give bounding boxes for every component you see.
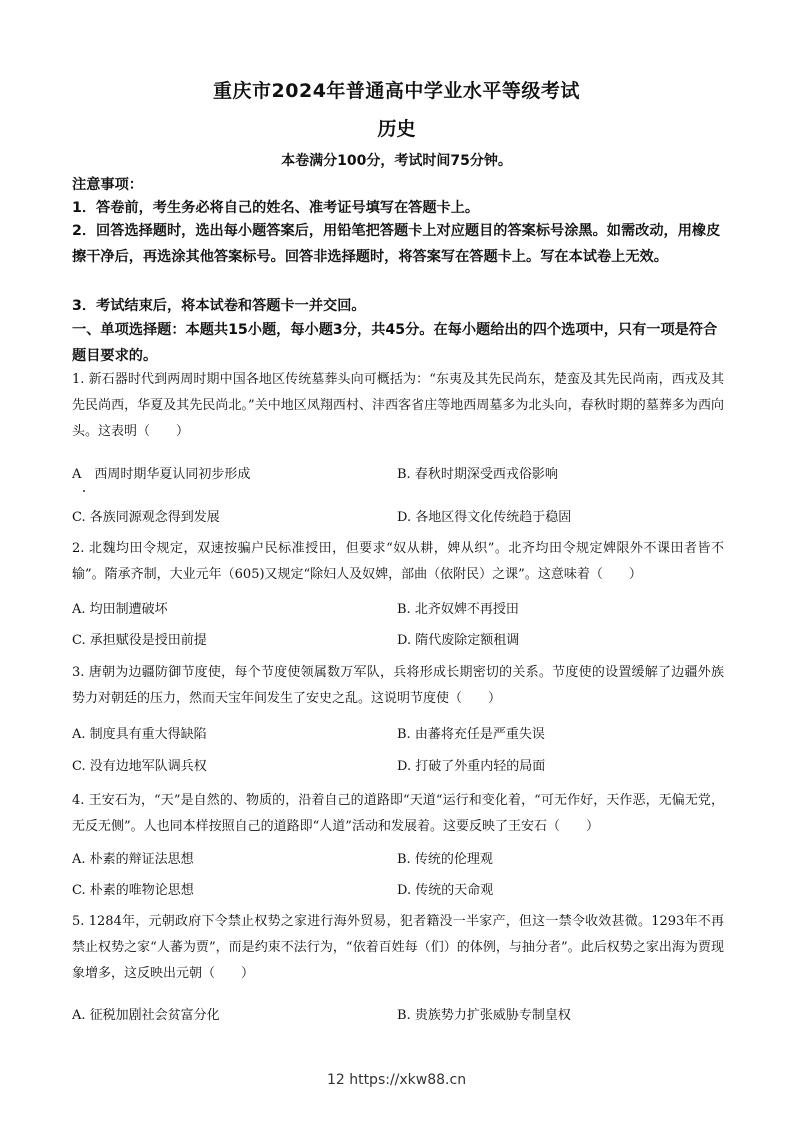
subject-title: 历史 bbox=[377, 118, 416, 140]
question-4-option-c: C. 朴素的唯物论思想 bbox=[72, 883, 194, 898]
question-2-option-c: C. 承担赋役是授田前提 bbox=[72, 633, 207, 648]
exam-title: 重庆市2024年普通高中学业水平等级考试 bbox=[213, 80, 580, 102]
question-1-option-c: C. 各族同源观念得到发展 bbox=[72, 510, 220, 525]
question-3-option-a: A. 制度具有重大得缺陷 bbox=[72, 727, 207, 742]
note-2: 2．回答选择题时，选出每小题答案后，用铅笔把答题卡上对应题目的答案标号涂黑。如需改动，用橡皮擦干净后，再选涂其他答案标号。回答非选择题时，将答案写在答题卡上。写在本试卷上无效。 bbox=[72, 223, 721, 265]
question-5-option-b: B. 贵族势力扩张威胁专制皇权 bbox=[397, 1008, 571, 1023]
question-3-option-c: C. 没有边地军队调兵权 bbox=[72, 759, 207, 774]
question-2-stem: 2. 北魏均田令规定，双速按骗户民标准授田，但要求“奴从耕，婢从织”。北齐均田令规定婢限外不课田者皆不输”。隋承齐制，大业元年（605)又规定“除妇人及奴婢，部曲（依附民）之课”。这意味着（ ） bbox=[72, 541, 724, 582]
note-3: 3．考试结束后，将本试卷和答题卡一并交回。 bbox=[72, 298, 366, 314]
question-2-option-b: B. 北齐奴婢不再授田 bbox=[397, 602, 519, 617]
question-1-option-d: D. 各地区得文化传统趋于稳固 bbox=[397, 510, 572, 525]
question-5-stem: 5. 1284年，元朝政府下令禁止权势之家进行海外贸易，犯者籍没一半家产，但这一禁令收效甚微。1293年不再禁止权势之家“人蕃为贾”，而是约束不法行为，“依着百姓每（们）的体例，与抽分者”。此后权势之家出海为贾现象增多，这反映出元朝（ ） bbox=[72, 914, 724, 981]
question-5-option-a: A. 征税加剧社会贫富分化 bbox=[72, 1008, 220, 1023]
question-1-option-a: A 西周时期华夏认同初步形成 bbox=[72, 467, 251, 482]
question-3-option-d: D. 打破了外重内轻的局面 bbox=[397, 759, 546, 774]
question-3-stem: 3. 唐朝为边疆防御节度使，每个节度使领属数万军队，兵将形成长期密切的关系。节度使的设置缓解了边疆外族势力对朝廷的压力，然而天宝年间发生了安史之乱。这说明节度使（ ） bbox=[72, 665, 724, 706]
question-4-option-b: B. 传统的伦理观 bbox=[397, 852, 493, 867]
exam-info: 本卷满分100分，考试时间75分钟。 bbox=[281, 153, 512, 169]
question-3-option-b: B. 由蕃将充任是严重失误 bbox=[397, 727, 545, 742]
notes-heading: 注意事项： bbox=[72, 177, 143, 193]
question-1-option-b: B. 春秋时期深受西戎俗影响 bbox=[397, 467, 558, 482]
question-2-option-a: A. 均田制遭破坏 bbox=[72, 602, 168, 617]
note-1: 1．答卷前，考生务必将自己的姓名、准考证号填写在答题卡上。 bbox=[72, 200, 480, 216]
question-4-option-a: A. 朴素的辩证法思想 bbox=[72, 852, 194, 867]
question-2-option-d: D. 隋代废除定额租调 bbox=[397, 633, 520, 648]
page-footer: 12 https://xkw88.cn bbox=[326, 1072, 467, 1088]
section-heading: 一、单项选择题：本题共15小题，每小题3分，共45分。在每小题给出的四个选项中，只有一项是符合题目要求的。 bbox=[72, 322, 718, 364]
question-4-stem: 4. 王安石为，“天”是自然的、物质的，沿着自己的道路即“天道“运行和变化着，“可无作好，天作恶，无偏无党，无反无侧”。人也同本样按照自己的道路即“人道”活动和发展着。这要反映了王安石（ ） bbox=[72, 793, 724, 834]
question-1-stem: 1. 新石器时代到两周时期中国各地区传统墓葬头向可概括为：“东夷及其先民尚东，楚蛮及其先民尚南，西戎及其先民尚西，华夏及其先民尚北。”关中地区凤翔西村、沣西客省庄等地西周墓多为北头向，春秋时期的墓葬多为西向头。这表明（ ） bbox=[72, 372, 724, 439]
question-4-option-d: D. 传统的天命观 bbox=[397, 883, 494, 898]
stray-mark bbox=[83, 490, 85, 492]
